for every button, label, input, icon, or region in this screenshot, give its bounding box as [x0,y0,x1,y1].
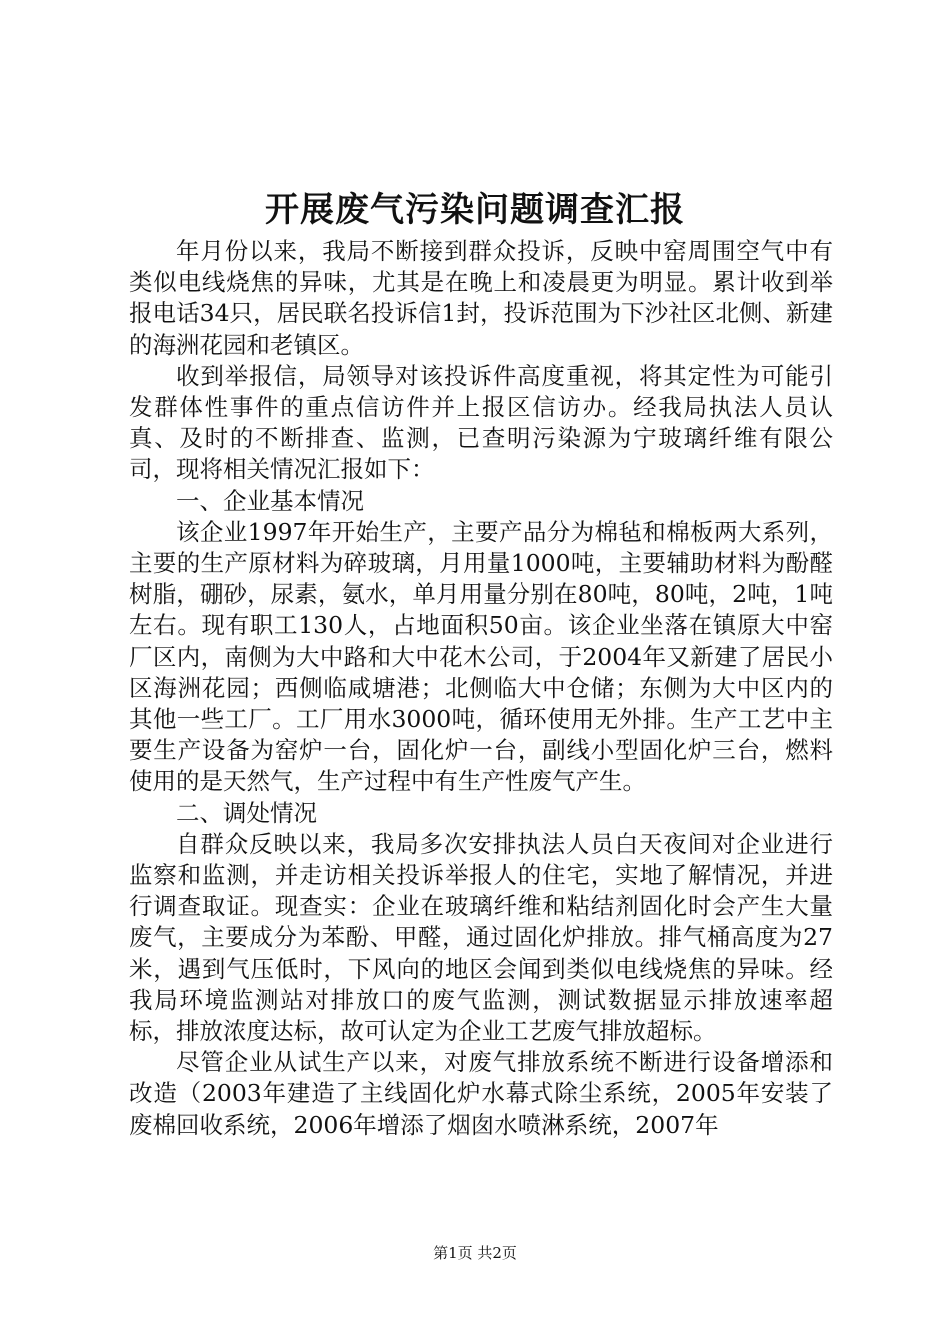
paragraph-improvements: 尽管企业从试生产以来，对废气排放系统不断进行设备增添和改造（2003年建造了主线固化炉水幕式除尘系统，2005年安装了废棉回收系统，2006年增添了烟囱水喷淋系统，2007年 [129,1048,833,1139]
paragraph-enterprise-info: 该企业1997年开始生产，主要产品分为棉毡和棉板两大系列，主要的生产原材料为碎玻璃，月用量1000吨，主要辅助材料为酚醛树脂，硼砂，尿素，氨水，单月用量分别在80吨，80吨，2吨，1吨左右。现有职工130人，占地面积50亩。该企业坐落在镇原大中窑厂区内，南侧为大中路和大中花木公司，于2004年又新建了居民小区海洲花园；西侧临咸塘港；北侧临大中仓储；东侧为大中区内的其他一些工厂。工厂用水3000吨，循环使用无外排。生产工艺中主要生产设备为窑炉一台，固化炉一台，副线小型固化炉三台，燃料使用的是天然气，生产过程中有生产性废气产生。 [129,517,833,796]
paragraph-intro: 年月份以来，我局不断接到群众投诉，反映中窑周围空气中有类似电线烧焦的异味，尤其是在晚上和凌晨更为明显。累计收到举报电话34只，居民联名投诉信1封，投诉范围为下沙社区北侧、新建的海洲花园和老镇区。 [129,237,833,359]
paragraph-report: 收到举报信，局领导对该投诉件高度重视，将其定性为可能引发群体性事件的重点信访件并上报区信访办。经我局执法人员认真、及时的不断排查、监测，已查明污染源为宁玻璃纤维有限公司，现将相关情况汇报如下： [129,361,833,484]
page-number-footer: 第1页 共2页 [433,1244,517,1262]
paragraph-investigation: 自群众反映以来，我局多次安排执法人员白天夜间对企业进行监察和监测，并走访相关投诉举报人的住宅，实地了解情况，并进行调查取证。现查实：企业在玻璃纤维和粘结剂固化时会产生大量废气，主要成分为苯酚、甲醛，通过固化炉排放。排气桶高度为27米，遇到气压低时，下风向的地区会闻到类似电线烧焦的异味。经我局环境监测站对排放口的废气监测，测试数据显示排放速率超标，排放浓度达标，故可认定为企业工艺废气排放超标。 [129,829,833,1046]
document-body [129,236,833,1141]
section-heading-basic-info: 一、企业基本情况 [176,486,364,515]
document-title: 开展废气污染问题调查汇报 [265,190,685,230]
section-heading-handling: 二、调处情况 [176,798,317,827]
